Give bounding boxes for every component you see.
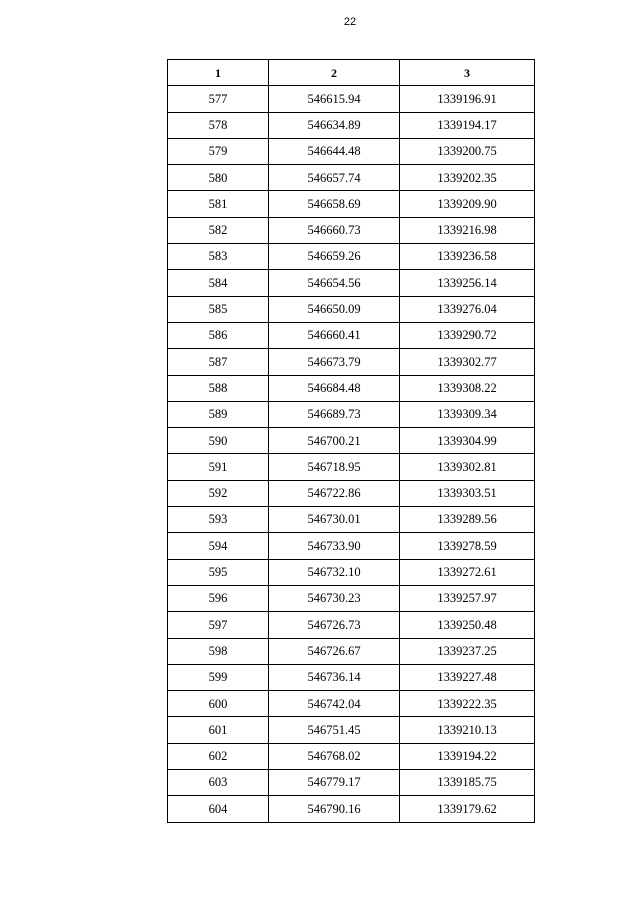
x-coordinate-cell: 546790.16: [269, 796, 400, 822]
y-coordinate-cell: 1339278.59: [400, 533, 535, 559]
point-number-cell: 594: [168, 533, 269, 559]
table-row: [168, 138, 535, 164]
point-number-cell: 586: [168, 322, 269, 348]
table-row: [168, 401, 535, 427]
y-coordinate-cell: 1339272.61: [400, 559, 535, 585]
table-row: [168, 112, 535, 138]
y-coordinate-cell: 1339256.14: [400, 270, 535, 296]
x-coordinate-cell: 546657.74: [269, 165, 400, 191]
table-row: [168, 585, 535, 611]
point-number-cell: 600: [168, 691, 269, 717]
point-number-cell: 599: [168, 664, 269, 690]
y-coordinate-cell: 1339304.99: [400, 428, 535, 454]
point-number-cell: 579: [168, 138, 269, 164]
y-coordinate-cell: 1339227.48: [400, 664, 535, 690]
point-number-cell: 590: [168, 428, 269, 454]
x-coordinate-cell: 546732.10: [269, 559, 400, 585]
y-coordinate-cell: 1339194.22: [400, 743, 535, 769]
y-coordinate-cell: 1339250.48: [400, 612, 535, 638]
y-coordinate-cell: 1339290.72: [400, 322, 535, 348]
x-coordinate-cell: 546742.04: [269, 691, 400, 717]
x-coordinate-cell: 546644.48: [269, 138, 400, 164]
x-coordinate-cell: 546730.23: [269, 585, 400, 611]
x-coordinate-cell: 546684.48: [269, 375, 400, 401]
table-row: [168, 349, 535, 375]
table-row: [168, 375, 535, 401]
table-row: [168, 691, 535, 717]
point-number-cell: 583: [168, 244, 269, 270]
x-coordinate-cell: 546726.67: [269, 638, 400, 664]
table-row: [168, 770, 535, 796]
point-number-cell: 578: [168, 112, 269, 138]
y-coordinate-cell: 1339308.22: [400, 375, 535, 401]
point-number-cell: 585: [168, 296, 269, 322]
x-coordinate-cell: 546658.69: [269, 191, 400, 217]
table-row: [168, 664, 535, 690]
point-number-cell: 588: [168, 375, 269, 401]
table-row: [168, 717, 535, 743]
table-row: [168, 480, 535, 506]
x-coordinate-cell: 546654.56: [269, 270, 400, 296]
y-coordinate-cell: 1339309.34: [400, 401, 535, 427]
point-number-cell: 601: [168, 717, 269, 743]
point-number-cell: 598: [168, 638, 269, 664]
y-coordinate-cell: 1339276.04: [400, 296, 535, 322]
point-number-cell: 581: [168, 191, 269, 217]
x-coordinate-cell: 546660.73: [269, 217, 400, 243]
coordinates-table: [167, 59, 535, 823]
x-coordinate-cell: 546700.21: [269, 428, 400, 454]
point-number-cell: 595: [168, 559, 269, 585]
column-header-3: 3: [400, 60, 535, 86]
y-coordinate-cell: 1339210.13: [400, 717, 535, 743]
table-body: [168, 86, 535, 822]
y-coordinate-cell: 1339302.77: [400, 349, 535, 375]
point-number-cell: 602: [168, 743, 269, 769]
table-row: [168, 86, 535, 112]
y-coordinate-cell: 1339302.81: [400, 454, 535, 480]
table-row: [168, 191, 535, 217]
x-coordinate-cell: 546751.45: [269, 717, 400, 743]
x-coordinate-cell: 546768.02: [269, 743, 400, 769]
coordinates-table-container: [167, 59, 534, 823]
table-row: [168, 428, 535, 454]
point-number-cell: 582: [168, 217, 269, 243]
table-row: [168, 796, 535, 822]
y-coordinate-cell: 1339185.75: [400, 770, 535, 796]
y-coordinate-cell: 1339303.51: [400, 480, 535, 506]
point-number-cell: 604: [168, 796, 269, 822]
point-number-cell: 587: [168, 349, 269, 375]
table-row: [168, 533, 535, 559]
point-number-cell: 577: [168, 86, 269, 112]
x-coordinate-cell: 546660.41: [269, 322, 400, 348]
table-header-row: [168, 60, 535, 86]
y-coordinate-cell: 1339216.98: [400, 217, 535, 243]
y-coordinate-cell: 1339209.90: [400, 191, 535, 217]
y-coordinate-cell: 1339200.75: [400, 138, 535, 164]
table-row: [168, 217, 535, 243]
x-coordinate-cell: 546650.09: [269, 296, 400, 322]
page-number: 22: [343, 16, 357, 28]
table-row: [168, 322, 535, 348]
y-coordinate-cell: 1339289.56: [400, 507, 535, 533]
x-coordinate-cell: 546730.01: [269, 507, 400, 533]
y-coordinate-cell: 1339179.62: [400, 796, 535, 822]
table-row: [168, 559, 535, 585]
table-row: [168, 507, 535, 533]
point-number-cell: 580: [168, 165, 269, 191]
table-row: [168, 296, 535, 322]
table-row: [168, 244, 535, 270]
y-coordinate-cell: 1339202.35: [400, 165, 535, 191]
point-number-cell: 593: [168, 507, 269, 533]
x-coordinate-cell: 546722.86: [269, 480, 400, 506]
point-number-cell: 597: [168, 612, 269, 638]
table-row: [168, 612, 535, 638]
point-number-cell: 603: [168, 770, 269, 796]
x-coordinate-cell: 546779.17: [269, 770, 400, 796]
y-coordinate-cell: 1339222.35: [400, 691, 535, 717]
point-number-cell: 592: [168, 480, 269, 506]
point-number-cell: 589: [168, 401, 269, 427]
point-number-cell: 591: [168, 454, 269, 480]
y-coordinate-cell: 1339194.17: [400, 112, 535, 138]
table-row: [168, 743, 535, 769]
x-coordinate-cell: 546733.90: [269, 533, 400, 559]
point-number-cell: 584: [168, 270, 269, 296]
x-coordinate-cell: 546673.79: [269, 349, 400, 375]
column-header-1: 1: [168, 60, 269, 86]
y-coordinate-cell: 1339236.58: [400, 244, 535, 270]
x-coordinate-cell: 546736.14: [269, 664, 400, 690]
x-coordinate-cell: 546615.94: [269, 86, 400, 112]
table-row: [168, 270, 535, 296]
y-coordinate-cell: 1339237.25: [400, 638, 535, 664]
x-coordinate-cell: 546718.95: [269, 454, 400, 480]
point-number-cell: 596: [168, 585, 269, 611]
x-coordinate-cell: 546634.89: [269, 112, 400, 138]
y-coordinate-cell: 1339257.97: [400, 585, 535, 611]
table-row: [168, 638, 535, 664]
table-row: [168, 165, 535, 191]
x-coordinate-cell: 546689.73: [269, 401, 400, 427]
x-coordinate-cell: 546659.26: [269, 244, 400, 270]
table-row: [168, 454, 535, 480]
x-coordinate-cell: 546726.73: [269, 612, 400, 638]
y-coordinate-cell: 1339196.91: [400, 86, 535, 112]
column-header-2: 2: [269, 60, 400, 86]
